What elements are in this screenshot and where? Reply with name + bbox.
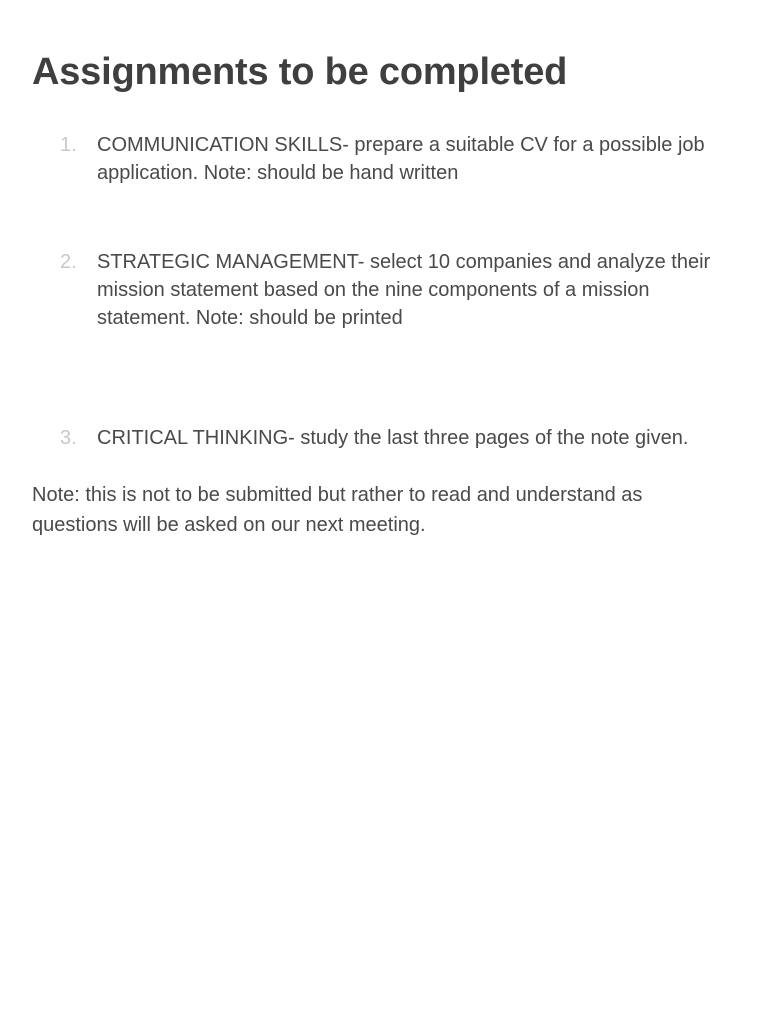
list-item-text: STRATEGIC MANAGEMENT- select 10 companies and analyze their mission statement based on the nine components of a mission statement. Note: should be printed bbox=[97, 251, 711, 329]
list-item-number: 3. bbox=[60, 427, 77, 449]
page-title: Assignments to be completed bbox=[32, 51, 568, 93]
list-item-text: CRITICAL THINKING- study the last three pages of the note given. bbox=[97, 427, 689, 449]
list-item-text: COMMUNICATION SKILLS- prepare a suitable CV for a possible job application. Note: should be hand written bbox=[97, 134, 705, 184]
list-item-number: 2. bbox=[60, 251, 77, 273]
trailing-note: Note: this is not to be submitted but rather to read and understand as questions will be asked on our next meeting. bbox=[32, 484, 643, 536]
list-item-number: 1. bbox=[60, 134, 77, 156]
